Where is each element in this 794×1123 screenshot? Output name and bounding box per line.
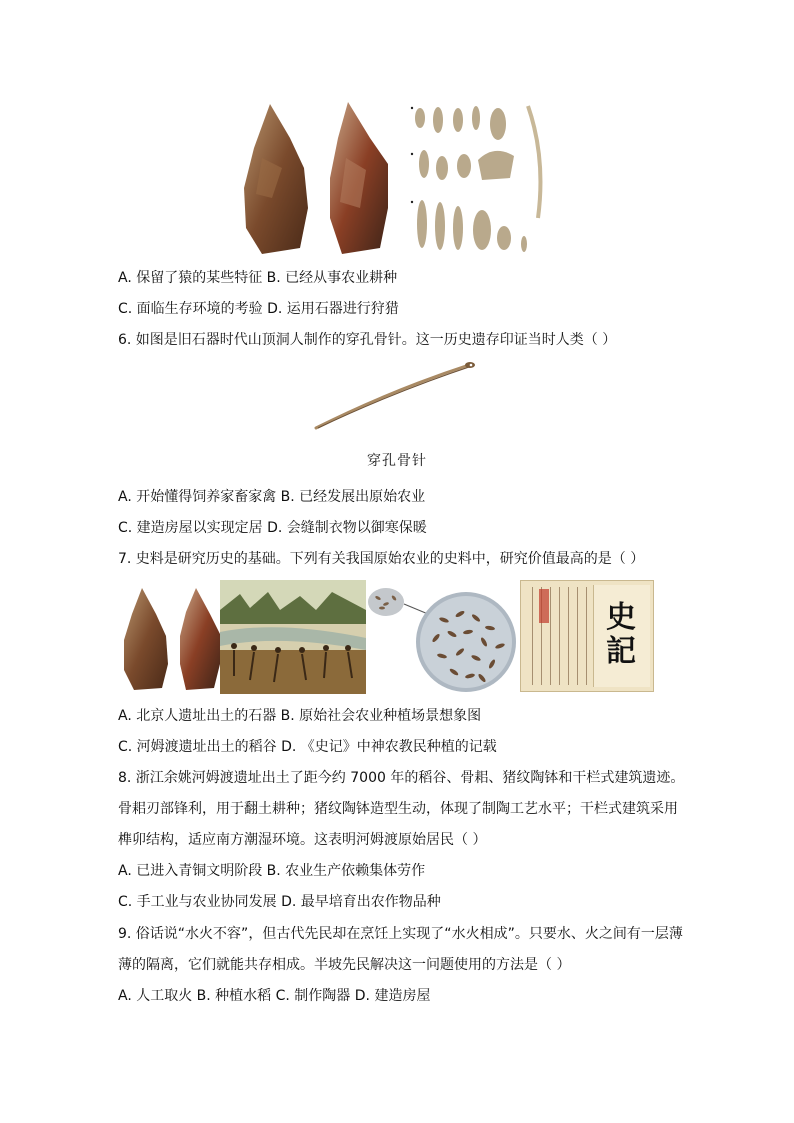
q8-options-row1: A. 已进入青铜文明阶段 B. 农业生产依赖集体劳作 [118, 863, 426, 879]
q7-options-row1: A. 北京人遗址出土的石器 B. 原始社会农业种植场景想象图 [118, 708, 482, 724]
q7-stem: 7. 史料是研究历史的基础。下列有关我国原始农业的史料中，研究价值最高的是（ ） [118, 551, 645, 567]
shiji-book-image [520, 580, 654, 692]
q8-options-row2: C. 手工业与农业协同发展 D. 最早培育出农作物品种 [118, 894, 441, 910]
q8-stem-line3: 榫卯结构，适应南方潮湿环境。这表明河姆渡原始居民（ ） [118, 832, 487, 848]
q5-options-row2: C. 面临生存环境的考验 D. 运用石器进行狩猎 [118, 301, 399, 317]
q9-stem-line1: 9. 俗话说“水火不容”，但古代先民却在烹饪上实现了“水火相成”。只要水、火之间有一层薄 [118, 926, 683, 942]
q9-stem-line2: 薄的隔离，它们就能共存相成。半坡先民解决这一问题使用的方法是（ ） [118, 957, 571, 973]
q8-stem-line1: 8. 浙江余姚河姆渡遗址出土了距今约 7000 年的稻谷、骨耜、猪纹陶钵和干栏式建筑遗迹。 [118, 770, 685, 786]
q6-stem: 6. 如图是旧石器时代山顶洞人制作的穿孔骨针。这一历史遗存印证当时人类（ ） [118, 332, 617, 348]
bone-needle-caption: 穿孔骨针 [367, 453, 427, 469]
shiji-title: 史記 [606, 600, 636, 669]
q6-options-row1: A. 开始懂得饲养家畜家禽 B. 已经发展出原始农业 [118, 489, 426, 505]
q7-stone-tools-image [122, 584, 222, 692]
stone-tools-figure [242, 98, 550, 258]
q8-stem-line2: 骨耜刃部锋利，用于翻土耕种；猪纹陶钵造型生动，体现了制陶工艺水平；干栏式建筑采用 [118, 801, 678, 817]
q5-options-row1: A. 保留了猿的某些特征 B. 已经从事农业耕种 [118, 270, 398, 286]
bone-artifacts [415, 106, 527, 252]
farming-scene-image [220, 580, 366, 694]
q7-options-row2: C. 河姆渡遗址出土的稻谷 D. 《史记》中神农教民种植的记载 [118, 739, 497, 755]
q9-options-row1: A. 人工取火 B. 种植水稻 C. 制作陶器 D. 建造房屋 [118, 988, 431, 1004]
q6-options-row2: C. 建造房屋以实现定居 D. 会缝制衣物以御寒保暖 [118, 520, 427, 536]
rice-grains-image [364, 584, 518, 694]
bone-needle-image [312, 358, 482, 434]
